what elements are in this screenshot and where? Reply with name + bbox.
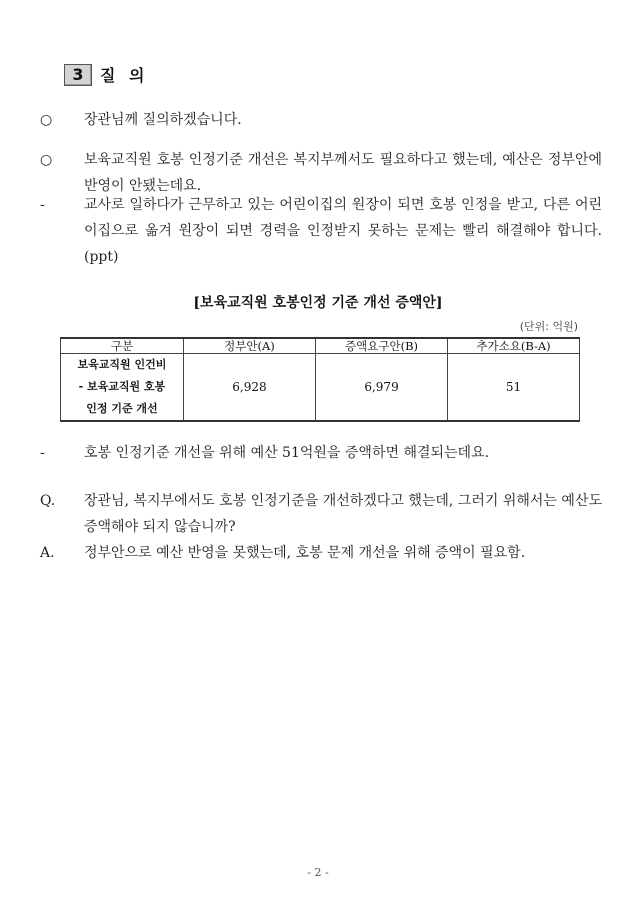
answer-marker: A. — [40, 545, 55, 561]
dash-bullet-icon: - — [40, 445, 45, 461]
section-title: 질 의 — [100, 66, 149, 85]
column-header-category: 구분 — [61, 338, 184, 354]
paragraph-solution — [40, 440, 602, 466]
cell-additional: 51 — [448, 354, 580, 422]
column-header-government: 정부안(A) — [183, 338, 315, 354]
column-header-additional: 추가소요(B-A) — [448, 338, 580, 354]
question-text: 장관님, 복지부에서도 호봉 인정기준을 개선하겠다고 했는데, 그러기 위해서는 예산도 증액해야 되지 않습니까? — [84, 493, 602, 535]
answer-paragraph — [40, 540, 602, 566]
paragraph-greeting — [40, 107, 602, 133]
paragraph-text: 장관님께 질의하겠습니다. — [84, 112, 242, 128]
circle-bullet-icon: ○ — [40, 152, 53, 168]
table-unit: (단위: 억원) — [519, 320, 578, 333]
page-number: - 2 - — [307, 866, 329, 879]
paragraph-text: 호봉 인정기준 개선을 위해 예산 51억원을 증액하면 해결되는데요. — [84, 445, 490, 461]
budget-table — [60, 337, 580, 422]
paragraph-text: 보육교직원 호봉 인정기준 개선은 복지부께서도 필요하다고 했는데, 예산은 정부안에 반영이 안됐는데요. — [84, 152, 602, 194]
dash-bullet-icon: - — [40, 197, 45, 213]
answer-text: 정부안으로 예산 반영을 못했는데, 호봉 문제 개선을 위해 증액이 필요함. — [84, 545, 526, 561]
paragraph-text: 교사로 일하다가 근무하고 있는 어린이집의 원장이 되면 호봉 인정을 받고, 다른 어린이집으로 옮겨 원장이 되면 경력을 인정받지 못하는 문제는 빨리 해결해야 합니다.(ppt) — [84, 197, 602, 265]
circle-bullet-icon: ○ — [40, 112, 53, 128]
section-number-badge: 3 — [64, 64, 92, 86]
section-header — [64, 63, 148, 86]
cell-government: 6,928 — [183, 354, 315, 422]
column-header-requested: 증액요구안(B) — [316, 338, 448, 354]
table-row — [61, 354, 580, 422]
row-label-line: 보육교직원 인건비 — [77, 358, 167, 371]
question-marker: Q. — [40, 493, 56, 509]
table-header-row — [61, 338, 580, 354]
row-label-line: 인정 기준 개선 — [86, 402, 158, 415]
cell-requested: 6,979 — [316, 354, 448, 422]
question-paragraph — [40, 488, 602, 540]
row-label-line: - 보육교직원 호봉 — [78, 380, 166, 393]
row-label — [61, 354, 184, 422]
table-title: [보육교직원 호봉인정 기준 개선 증액안] — [193, 295, 443, 311]
paragraph-career-problem — [40, 192, 602, 270]
